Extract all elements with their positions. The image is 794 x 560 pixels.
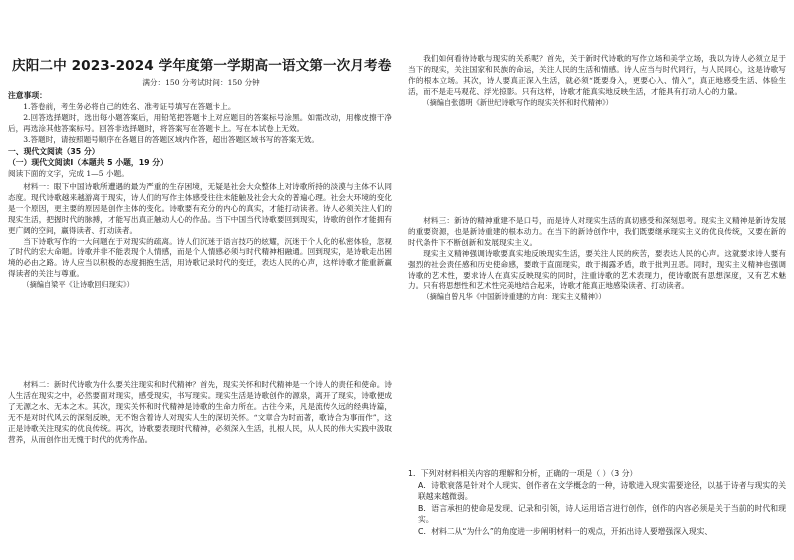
material3-source: （摘编自曾凡华《中国新诗重建的方向：现实主义精神》） [422,292,606,302]
material2-continued [408,54,786,109]
material1-block [8,182,392,291]
questions-block [408,468,786,538]
material3-block [408,216,786,303]
material1-paragraph: 当下诗歌写作的一大问题在于对现实的疏离。诗人们沉迷于语言技巧的炫耀，沉迷于个人化的私密体验，忽视了时代的宏大命题。诗歌并非不能表现个人情感，而是个人情感必须与时代精神相融通。回到现实，是诗歌走出困境的必由之路。诗人应当以积极的态度拥抱生活，用诗歌记录时代的变迁，表达人民的心声，这样诗歌才能重新赢得读者的关注与尊重。 [8,236,392,279]
note-item: 1.答卷前，考生务必将自己的姓名、准考证号填写在答题卡上。 [23,101,236,111]
section1-block [8,147,392,180]
exam-meta: 满分：150 分考试时间：150 分钟 [142,78,260,87]
material3-paragraph: 现实主义精神强调诗歌要真实地反映现实生活，要关注人民的疾苦，要表达人民的心声。这就要求诗人要有强烈的社会责任感和历史使命感，要敢于直面现实，敢于揭露矛盾，敢于批判丑恶。同时，现实主义精神也强调诗歌的艺术性，要求诗人在真实反映现实的同时，注重诗歌的艺术表现力，使诗歌既有思想深度，又有艺术魅力。只有将思想性和艺术性完美地结合起来，诗歌才能真正地感染读者、打动读者。 [408,248,786,291]
option-c: C．材料二从“为什么”的角度进一步阐明材料一的观点，开拓出诗人要增强深入现实、 [418,526,713,536]
question-1: 1．下列对材料相关内容的理解和分析，正确的一项是（ ）（3 分） [408,469,638,478]
instruction-text: 阅读下面的文字，完成 1—5 小题。 [8,168,129,178]
material3-paragraph: 材料三：新诗的精神重建不是口号，而是诗人对现实生活的真切感受和深刻思考。现实主义精神是新诗发展的重要资源，也是新诗重建的根本动力。在当下的新诗创作中，我们既要继承现实主义的优良传统，又要在新的时代条件下不断创新和发展现实主义。 [408,216,786,247]
note-item: 2.回答选择题时，选出每小题答案后，用铅笔把答题卡上对应题目的答案标号涂黑。如需改动，用橡皮擦干净后，再选涂其他答案标号。回答非选择题时，将答案写在答题卡上。写在本试卷上无效。 [8,112,392,133]
notes-block [8,91,392,146]
note-item: 3.答题时，请按照题号顺序在各题目的答题区域内作答，超出答题区域书写的答案无效。 [23,134,319,144]
option-a: A．诗歌衰落是针对个人现实、创作者在文学概念的一种，诗歌进入现实需要途径，以基于诗者与现实的关联越来越微弱。 [418,480,786,502]
material1-paragraph: 材料一：眼下中国诗歌所遭遇的最为严重的生存困境，无疑是社会大众整体上对诗歌所持的淡漠与主体不认同态度。现代诗歌越来越游离于现实，诗人们的写作主体感受往往未能触及社会大众的普遍心理。社会大环境的变化是一个原因，更主要的原因是创作主体的变化。诗歌要有充分的内心的真实，才能打动读者。诗人必须关注人们的现实生活，把握时代的脉搏，才能写出真正触动人心的作品。当下中国当代诗歌要回到现实，诗歌的创作才能拥有更广阔的空间，赢得读者、打动读者。 [8,182,392,235]
option-b: B．语言承担的使命是发现、记录和引领，诗人运用语言进行创作，创作的内容必须是关于当前的时代和现实。 [418,503,786,525]
material2-paragraph: 材料二：新时代诗歌为什么要关注现实和时代精神？首先，现实关怀和时代精神是一个诗人的责任和使命。诗人生活在现实之中，必然要面对现实，感受现实，书写现实。现实生活是诗歌创作的源泉，离开了现实，诗歌便成了无源之水、无本之木。其次，现实关怀和时代精神是诗歌的生命力所在。古往今来，凡是流传久远的经典诗篇，无不是对时代风云的深刻反映，无不饱含着诗人对现实人生的深切关怀。“文章合为时而著，歌诗合为事而作”，这正是诗歌关注现实的优良传统。再次，诗歌要表现时代精神，必须深入生活，扎根人民，从人民的伟大实践中汲取营养，从而创作出无愧于时代的优秀作品。 [8,380,392,444]
subsection-heading: （一）现代文阅读Ⅰ（本题共 5 小题，19 分） [8,157,168,167]
right-column [408,0,788,560]
notes-heading: 注意事项： [8,91,47,100]
left-column [8,0,394,560]
material2-source: （摘编自张德明《新世纪诗歌写作的现实关怀和时代精神》） [422,97,613,107]
material1-source: （摘编自梁平《让诗歌回归现实》） [22,280,134,290]
material2-paragraph: 我们如何看待诗歌与现实的关系呢？首先，关于新时代诗歌的写作立场和美学立场，我以为诗人必须立足于当下的现实，关注国家和民族的命运，关注人民的生活和情感。诗人应当与时代同行，与人民同心，这是诗歌写作的根本立场。其次，诗人要真正深入生活，就必须“既要身入，更要心入、情入”，真正地感受生活、体验生活，而不是走马观花、浮光掠影。只有这样，诗歌才能真实地反映生活，才能具有打动人心的力量。 [408,54,786,96]
material2-block [8,380,392,445]
section-heading: 一、现代文阅读（35 分） [8,147,100,156]
exam-title: 庆阳二中 2023-2024 学年度第一学期高一语文第一次月考卷 [12,58,392,74]
